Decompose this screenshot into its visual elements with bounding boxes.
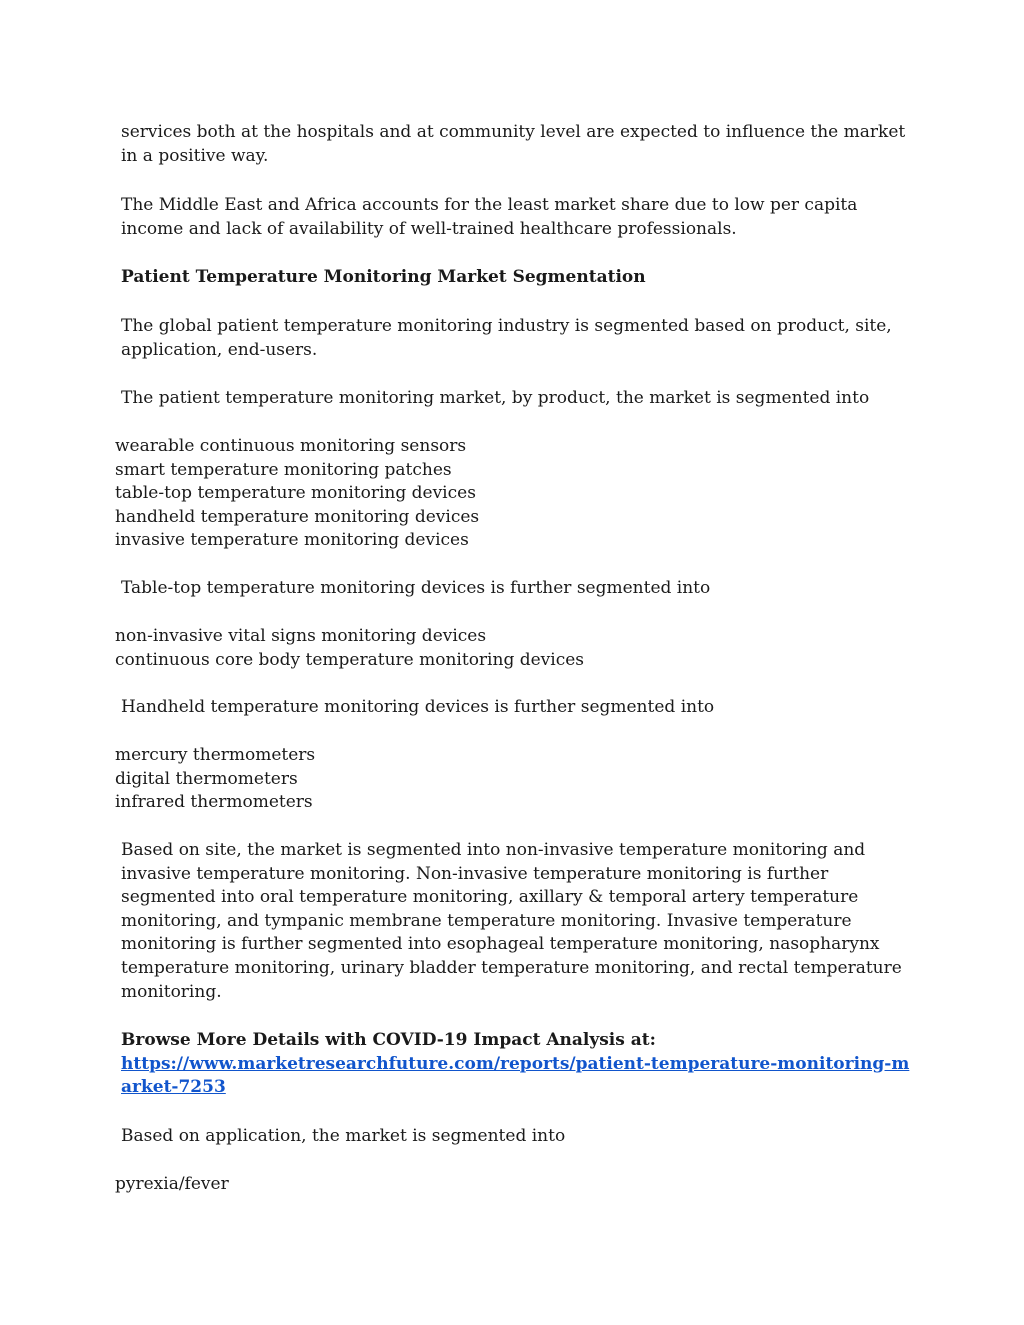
paragraph-community-services: services both at the hospitals and at community level are expected to influence the market in a positive way. xyxy=(121,122,906,166)
paragraph-handheld: Handheld temperature monitoring devices is further segmented into xyxy=(121,697,715,717)
browse-section xyxy=(121,1029,911,1100)
tabletop-list xyxy=(115,625,905,672)
list-item: wearable continuous monitoring sensors xyxy=(115,436,467,456)
list-item: invasive temperature monitoring devices xyxy=(115,530,469,551)
paragraph-by-product: The patient temperature monitoring market, by product, the market is segmented into xyxy=(121,388,870,408)
paragraph-tabletop: Table-top temperature monitoring devices is further segmented into xyxy=(121,578,711,598)
application-list xyxy=(115,1173,905,1197)
paragraph-by-site: Based on site, the market is segmented into non-invasive temperature monitoring and invasive temperature monitoring. Non-invasive temperature monitoring is further segmented into oral temperature monitoring, axillary & temporal artery temperature monitoring, and tympanic membrane temperature monitoring. Invasive temperature monitoring is further segmented into esophageal temperature monitoring, nasopharynx temperature monitoring, urinary bladder temperature monitoring, and rectal temperature monitoring. xyxy=(121,840,902,1002)
paragraph-segmentation-overview: The global patient temperature monitoring industry is segmented based on product, site, application, end-users. xyxy=(121,316,892,360)
report-link[interactable]: https://www.marketresearchfuture.com/reports/patient-temperature-monitoring-market-7253 xyxy=(121,1053,910,1098)
list-item: table-top temperature monitoring devices xyxy=(115,483,476,504)
paragraph-by-application: Based on application, the market is segmented into xyxy=(121,1126,566,1146)
section-heading: Patient Temperature Monitoring Market Segmentation xyxy=(121,267,646,287)
list-item: continuous core body temperature monitoring devices xyxy=(115,649,585,670)
browse-label: Browse More Details with COVID-19 Impact Analysis at: xyxy=(121,1030,656,1050)
paragraph-middle-east-africa: The Middle East and Africa accounts for the least market share due to low per capita income and lack of availability of well-trained healthcare professionals. xyxy=(121,195,858,239)
handheld-list xyxy=(115,744,905,815)
list-item: pyrexia/fever xyxy=(115,1174,229,1194)
list-item: infrared thermometers xyxy=(115,792,313,813)
list-item: handheld temperature monitoring devices xyxy=(115,506,480,527)
product-list xyxy=(115,435,905,553)
list-item: smart temperature monitoring patches xyxy=(115,459,452,480)
list-item: non-invasive vital signs monitoring devices xyxy=(115,626,487,646)
list-item: digital thermometers xyxy=(115,768,298,789)
list-item: mercury thermometers xyxy=(115,745,316,765)
